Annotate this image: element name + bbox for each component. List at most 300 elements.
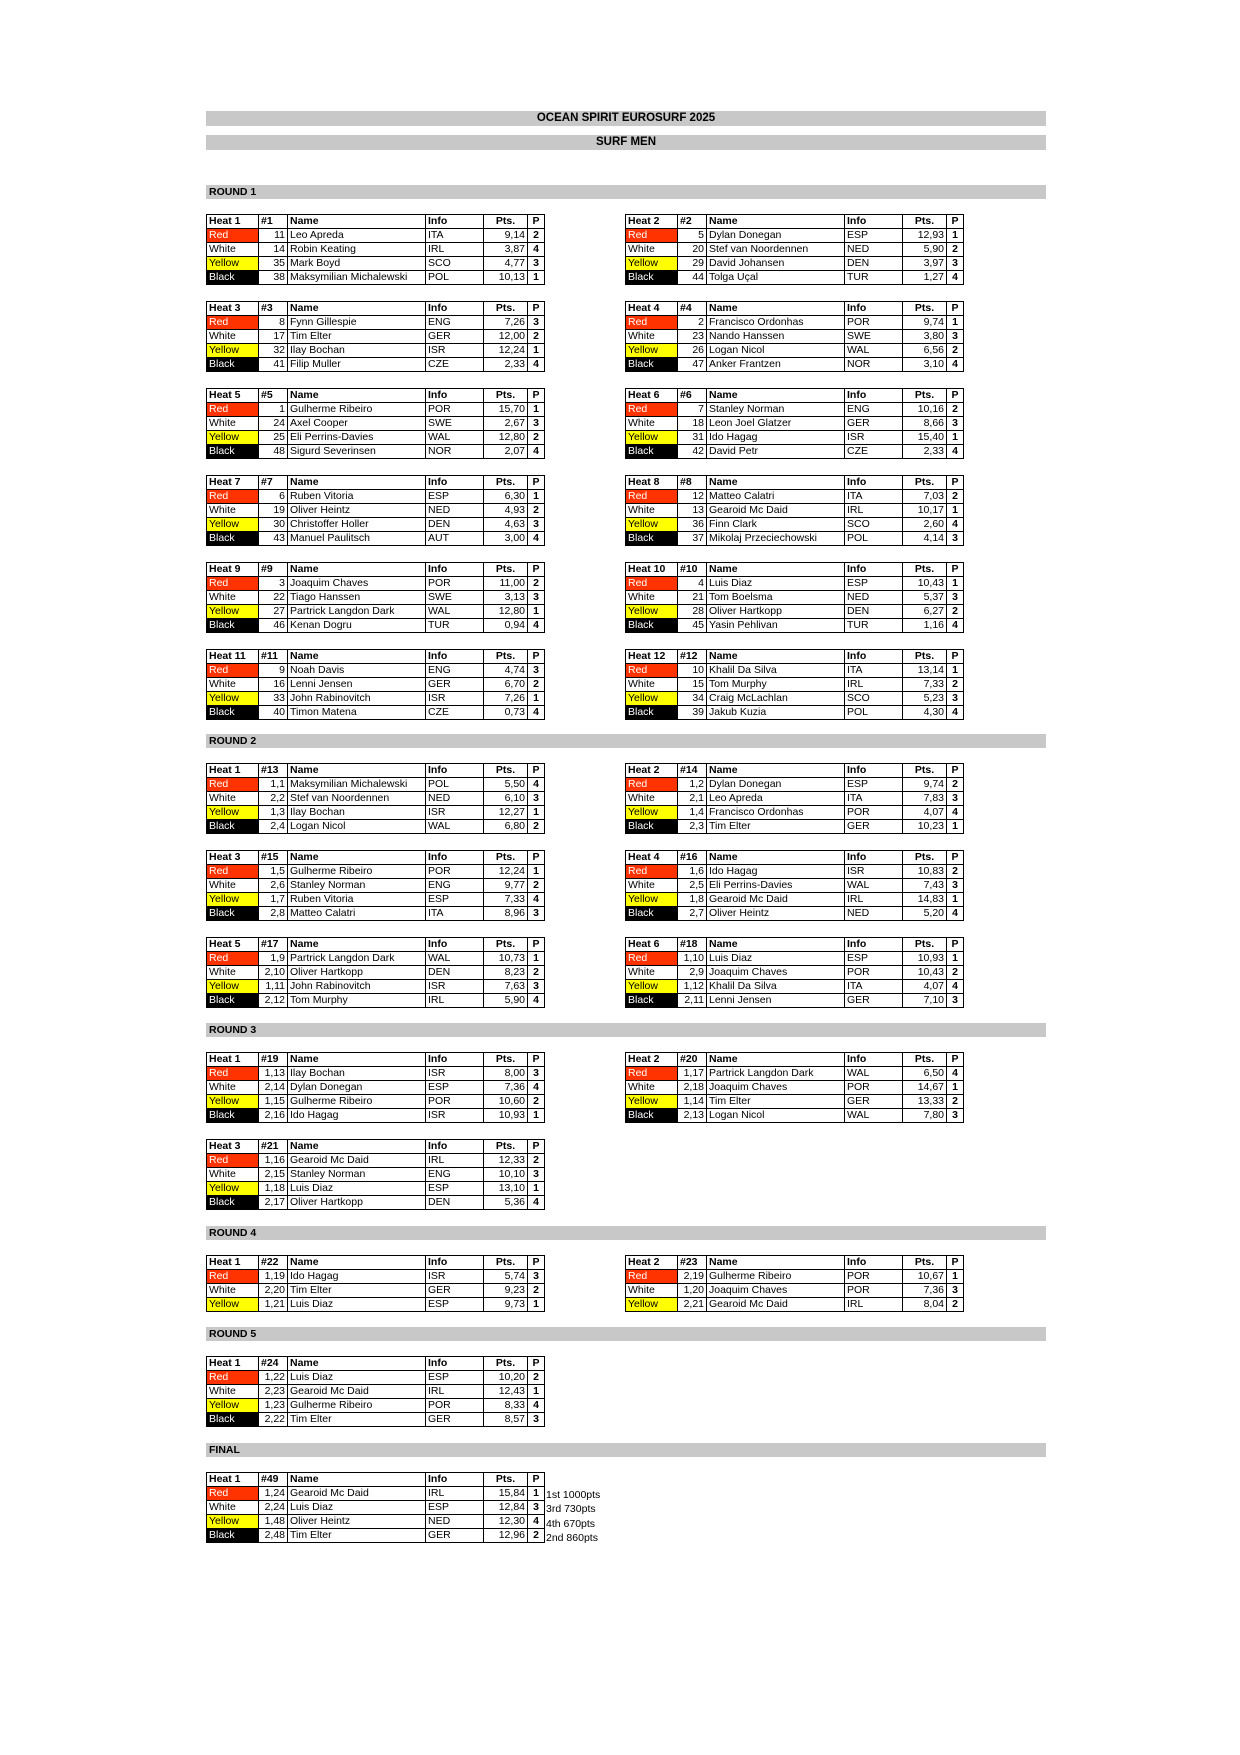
heat-number: #8 [678,476,707,490]
place-header: P [528,215,545,229]
country-code: ESP [426,1298,484,1312]
table-row [207,893,545,907]
place-header: P [528,1053,545,1067]
surfer-name: Stanley Norman [288,1168,426,1182]
place-header: P [528,938,545,952]
info-header: Info [426,563,484,577]
country-code: GER [426,1529,484,1543]
country-code: GER [845,994,903,1008]
final-award-note: 4th 670pts [546,1517,596,1530]
table-row [207,1487,545,1501]
placement: 2 [947,403,964,417]
heat-label: Heat 12 [626,650,678,664]
seed: 2,4 [259,820,288,834]
points-header: Pts. [484,764,528,778]
points: 3,80 [903,330,947,344]
points: 10,73 [484,952,528,966]
seed: 1,11 [259,980,288,994]
placement: 4 [528,994,545,1008]
placement: 4 [528,619,545,633]
surfer-name: Logan Nicol [707,1109,845,1123]
lycra-color: Red [207,577,259,591]
country-code: IRL [426,994,484,1008]
country-code: NED [426,504,484,518]
table-row [626,664,964,678]
surfer-name: Mikolaj Przeciechowski [707,532,845,546]
heat-label: Heat 3 [207,851,259,865]
heat-label: Heat 1 [207,1357,259,1371]
placement: 3 [528,980,545,994]
heat-number: #4 [678,302,707,316]
country-code: TUR [426,619,484,633]
points-header: Pts. [484,1053,528,1067]
seed: 2,15 [259,1168,288,1182]
table-row [626,591,964,605]
name-header: Name [288,563,426,577]
lycra-color: Black [207,532,259,546]
country-code: AUT [426,532,484,546]
surfer-name: Ido Hagag [288,1270,426,1284]
place-header: P [947,215,964,229]
country-code: ENG [426,1168,484,1182]
lycra-color: Red [207,403,259,417]
place-header: P [528,764,545,778]
surfer-name: Robin Keating [288,243,426,257]
country-code: NOR [845,358,903,372]
points: 7,80 [903,1109,947,1123]
placement: 3 [528,792,545,806]
points-header: Pts. [484,938,528,952]
points: 14,67 [903,1081,947,1095]
country-code: SWE [426,591,484,605]
info-header: Info [426,302,484,316]
lycra-color: Yellow [207,1182,259,1196]
seed: 2,17 [259,1196,288,1210]
points: 4,74 [484,664,528,678]
seed: 2,6 [259,879,288,893]
points: 7,36 [484,1081,528,1095]
table-row [626,577,964,591]
points: 1,27 [903,271,947,285]
lycra-color: Yellow [207,344,259,358]
lycra-color: White [626,330,678,344]
surfer-name: Joaquim Chaves [707,966,845,980]
surfer-name: Gearoid Mc Daid [288,1487,426,1501]
placement: 4 [528,893,545,907]
points: 5,90 [903,243,947,257]
heat-number: #16 [678,851,707,865]
lycra-color: White [207,417,259,431]
lycra-color: Yellow [626,692,678,706]
country-code: POR [426,865,484,879]
place-header: P [947,650,964,664]
heat-header-row [207,1053,545,1067]
points: 15,84 [484,1487,528,1501]
info-header: Info [426,764,484,778]
heat-label: Heat 11 [207,650,259,664]
table-row [626,532,964,546]
place-header: P [947,476,964,490]
surfer-name: Stef van Noordennen [707,243,845,257]
heat-table [206,850,545,921]
seed: 2,48 [259,1529,288,1543]
seed: 16 [259,678,288,692]
points: 12,80 [484,431,528,445]
name-header: Name [707,764,845,778]
name-header: Name [707,389,845,403]
table-row [626,1270,964,1284]
table-row [207,445,545,459]
heat-header-row [626,938,964,952]
lycra-color: Red [207,490,259,504]
country-code: DEN [426,1196,484,1210]
country-code: POR [845,966,903,980]
points: 12,24 [484,344,528,358]
placement: 2 [528,966,545,980]
heat-table [206,388,545,459]
placement: 4 [947,445,964,459]
points: 4,14 [903,532,947,546]
name-header: Name [288,1053,426,1067]
placement: 2 [528,577,545,591]
heat-header-row [207,851,545,865]
points: 10,17 [903,504,947,518]
place-header: P [947,389,964,403]
country-code: ITA [845,490,903,504]
points: 10,10 [484,1168,528,1182]
seed: 1,13 [259,1067,288,1081]
country-code: ESP [845,577,903,591]
place-header: P [947,938,964,952]
heat-header-row [626,650,964,664]
surfer-name: Christoffer Holler [288,518,426,532]
placement: 1 [528,1487,545,1501]
table-row [207,518,545,532]
lycra-color: Yellow [207,806,259,820]
country-code: IRL [845,678,903,692]
lycra-color: Black [207,820,259,834]
points-header: Pts. [484,476,528,490]
seed: 48 [259,445,288,459]
heat-label: Heat 10 [626,563,678,577]
heat-header-row [207,215,545,229]
country-code: ITA [845,792,903,806]
heat-header-row [626,389,964,403]
name-header: Name [288,1256,426,1270]
seed: 2,8 [259,907,288,921]
seed: 1,24 [259,1487,288,1501]
country-code: NED [845,591,903,605]
lycra-color: Black [626,907,678,921]
points: 0,94 [484,619,528,633]
points: 9,23 [484,1284,528,1298]
lycra-color: White [207,1081,259,1095]
lycra-color: Red [626,778,678,792]
table-row [207,344,545,358]
heat-label: Heat 1 [207,1256,259,1270]
seed: 1,8 [678,893,707,907]
surfer-name: Tom Murphy [288,994,426,1008]
country-code: POR [426,403,484,417]
heat-number: #19 [259,1053,288,1067]
placement: 2 [947,865,964,879]
points-header: Pts. [903,476,947,490]
placement: 1 [528,1298,545,1312]
heat-table [206,1052,545,1123]
surfer-name: Manuel Paulitsch [288,532,426,546]
points: 9,73 [484,1298,528,1312]
table-row [207,1529,545,1543]
name-header: Name [707,1053,845,1067]
heat-table [625,562,964,633]
placement: 1 [947,577,964,591]
heat-number: #9 [259,563,288,577]
points-header: Pts. [484,389,528,403]
placement: 3 [947,417,964,431]
surfer-name: Tim Elter [288,330,426,344]
table-row [207,591,545,605]
table-row [207,1284,545,1298]
points: 2,07 [484,445,528,459]
lycra-color: Black [207,619,259,633]
points: 6,70 [484,678,528,692]
lycra-color: Yellow [626,1095,678,1109]
lycra-color: Black [207,1196,259,1210]
surfer-name: David Petr [707,445,845,459]
lycra-color: Black [626,445,678,459]
lycra-color: Black [626,820,678,834]
table-row [626,952,964,966]
table-row [626,229,964,243]
placement: 4 [947,271,964,285]
surfer-name: Oliver Heintz [288,1515,426,1529]
lycra-color: Red [626,664,678,678]
country-code: GER [845,820,903,834]
points: 2,33 [903,445,947,459]
placement: 2 [528,229,545,243]
surfer-name: Leo Apreda [707,792,845,806]
points: 10,13 [484,271,528,285]
table-row [207,879,545,893]
placement: 3 [528,591,545,605]
table-row [207,1196,545,1210]
points: 8,96 [484,907,528,921]
surfer-name: John Rabinovitch [288,980,426,994]
placement: 1 [528,692,545,706]
heat-table [625,763,964,834]
surfer-name: Matteo Calatri [707,490,845,504]
placement: 3 [528,907,545,921]
heat-number: #1 [259,215,288,229]
points: 2,67 [484,417,528,431]
heat-table [206,214,545,285]
heat-number: #11 [259,650,288,664]
heat-table [625,1052,964,1123]
seed: 2,12 [259,994,288,1008]
lycra-color: Black [626,619,678,633]
points-header: Pts. [903,1053,947,1067]
surfer-name: Luis Diaz [288,1501,426,1515]
points-header: Pts. [903,650,947,664]
seed: 4 [678,577,707,591]
heat-number: #18 [678,938,707,952]
round-label: ROUND 3 [206,1023,1046,1037]
heat-number: #15 [259,851,288,865]
country-code: POL [845,706,903,720]
placement: 2 [947,1095,964,1109]
points: 10,83 [903,865,947,879]
surfer-name: Leo Apreda [288,229,426,243]
place-header: P [528,1140,545,1154]
country-code: ISR [845,865,903,879]
placement: 2 [528,504,545,518]
country-code: POR [426,1399,484,1413]
country-code: GER [845,1095,903,1109]
heat-table [625,937,964,1008]
country-code: ESP [426,1371,484,1385]
info-header: Info [845,764,903,778]
heat-label: Heat 6 [626,389,678,403]
surfer-name: Gearoid Mc Daid [288,1154,426,1168]
info-header: Info [845,302,903,316]
seed: 1,6 [678,865,707,879]
seed: 24 [259,417,288,431]
points: 2,60 [903,518,947,532]
points-header: Pts. [484,215,528,229]
country-code: ITA [426,229,484,243]
country-code: GER [845,417,903,431]
lycra-color: Yellow [626,806,678,820]
country-code: ISR [426,1109,484,1123]
points: 7,43 [903,879,947,893]
placement: 1 [947,316,964,330]
seed: 28 [678,605,707,619]
table-row [207,907,545,921]
lycra-color: Black [207,445,259,459]
seed: 1 [259,403,288,417]
seed: 21 [678,591,707,605]
table-row [207,605,545,619]
placement: 2 [947,490,964,504]
country-code: DEN [426,966,484,980]
placement: 4 [528,1515,545,1529]
country-code: CZE [426,706,484,720]
lycra-color: White [207,591,259,605]
info-header: Info [426,476,484,490]
surfer-name: Jakub Kuzia [707,706,845,720]
table-row [207,229,545,243]
lycra-color: Black [626,532,678,546]
points: 11,00 [484,577,528,591]
surfer-name: Joaquim Chaves [707,1284,845,1298]
place-header: P [528,563,545,577]
place-header: P [528,1256,545,1270]
placement: 4 [947,358,964,372]
lycra-color: Yellow [207,1298,259,1312]
points: 10,93 [903,952,947,966]
heat-table [625,475,964,546]
points: 5,50 [484,778,528,792]
surfer-name: Maksymilian Michalewski [288,778,426,792]
surfer-name: Partrick Langdon Dark [707,1067,845,1081]
placement: 4 [947,1067,964,1081]
seed: 2,11 [678,994,707,1008]
lycra-color: Yellow [626,344,678,358]
country-code: ITA [426,907,484,921]
seed: 1,10 [678,952,707,966]
seed: 11 [259,229,288,243]
lycra-color: Yellow [626,257,678,271]
table-row [207,952,545,966]
place-header: P [528,650,545,664]
seed: 32 [259,344,288,358]
surfer-name: Maksymilian Michalewski [288,271,426,285]
placement: 2 [528,330,545,344]
surfer-name: Tolga Uçal [707,271,845,285]
surfer-name: Luis Diaz [707,577,845,591]
country-code: ITA [845,980,903,994]
heat-label: Heat 6 [626,938,678,952]
placement: 1 [528,806,545,820]
surfer-name: Oliver Heintz [707,907,845,921]
seed: 43 [259,532,288,546]
seed: 1,22 [259,1371,288,1385]
table-row [207,1413,545,1427]
heat-header-row [626,476,964,490]
country-code: POR [845,806,903,820]
name-header: Name [707,476,845,490]
lycra-color: Red [626,490,678,504]
surfer-name: Oliver Hartkopp [707,605,845,619]
country-code: POR [426,1095,484,1109]
points: 14,83 [903,893,947,907]
points: 10,93 [484,1109,528,1123]
seed: 2,1 [678,792,707,806]
country-code: ESP [426,1182,484,1196]
points: 12,30 [484,1515,528,1529]
points: 13,14 [903,664,947,678]
heat-header-row [207,302,545,316]
lycra-color: Red [626,865,678,879]
lycra-color: White [207,879,259,893]
name-header: Name [288,1473,426,1487]
seed: 1,2 [678,778,707,792]
country-code: ISR [426,1067,484,1081]
placement: 3 [947,1109,964,1123]
country-code: IRL [845,504,903,518]
table-row [207,820,545,834]
heat-header-row [626,851,964,865]
surfer-name: Ruben Vitoria [288,490,426,504]
info-header: Info [845,215,903,229]
name-header: Name [288,938,426,952]
seed: 1,1 [259,778,288,792]
info-header: Info [426,851,484,865]
table-row [626,403,964,417]
table-row [207,330,545,344]
table-row [626,504,964,518]
surfer-name: Luis Diaz [707,952,845,966]
seed: 33 [259,692,288,706]
placement: 4 [947,619,964,633]
table-row [207,1371,545,1385]
info-header: Info [845,851,903,865]
heat-header-row [207,938,545,952]
heat-header-row [626,215,964,229]
country-code: ENG [845,403,903,417]
heat-table [206,1356,545,1427]
points: 6,50 [903,1067,947,1081]
